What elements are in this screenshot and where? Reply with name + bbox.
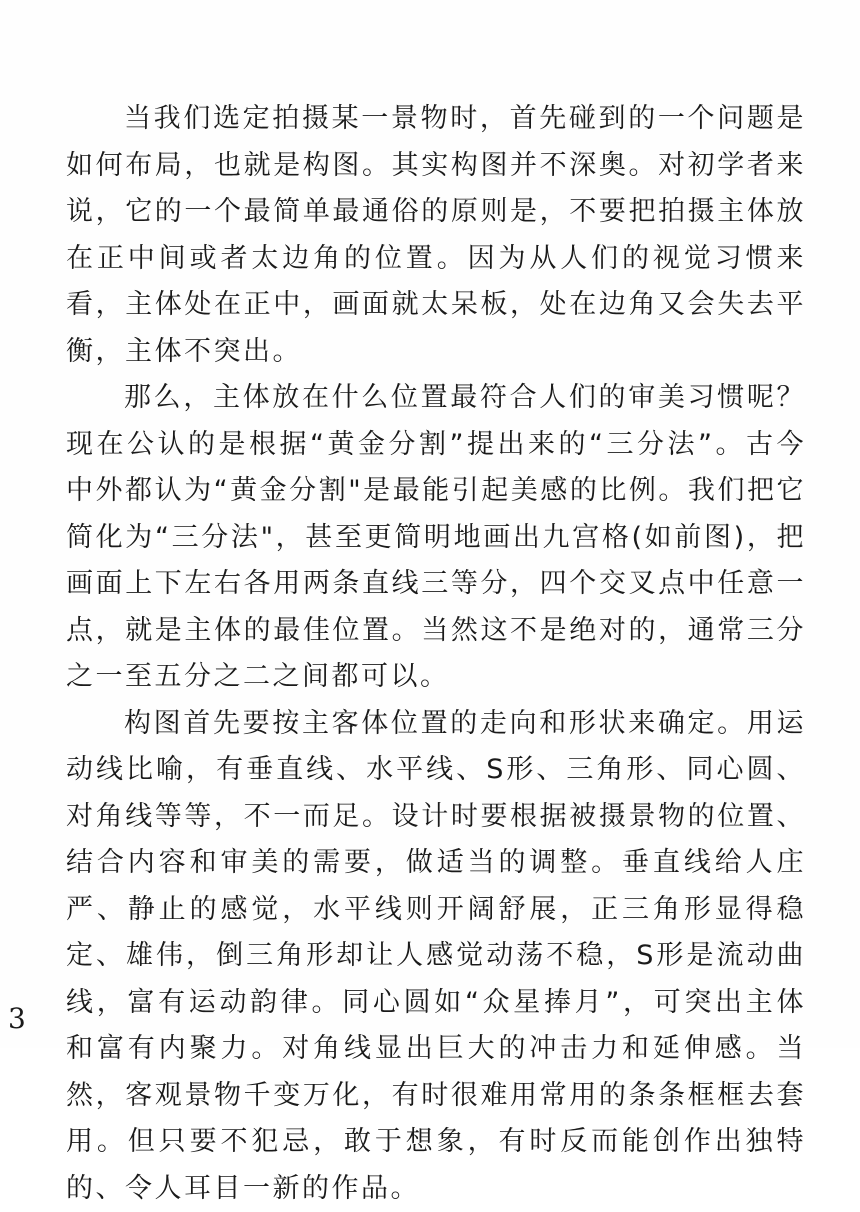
body-text [66, 96, 806, 1212]
page-number: 3 [8, 1002, 26, 1035]
paragraph-1: 当我们选定拍摄某一景物时，首先碰到的一个问题是如何布局，也就是构图。其实构图并不深奥。对初学者来说，它的一个最简单最通俗的原则是，不要把拍摄主体放在正中间或者太边角的位置。因为从人们的视觉习惯来看，主体处在正中，画面就太呆板，处在边角又会失去平衡，主体不突出。 [66, 96, 806, 375]
paragraph-3: 构图首先要按主客体位置的走向和形状来确定。用运动线比喻，有垂直线、水平线、S形、三角形、同心圆、对角线等等，不一而足。设计时要根据被摄景物的位置、结合内容和审美的需要，做适当的调整。垂直线给人庄严、静止的感觉，水平线则开阔舒展，正三角形显得稳定、雄伟，倒三角形却让人感觉动荡不稳，S形是流动曲线，富有运动韵律。同心圆如“众星捧月”，可突出主体和富有内聚力。对角线显出巨大的冲击力和延伸感。当然，客观景物千变万化，有时很难用常用的条条框框去套用。但只要不犯忌，敢于想象，有时反而能创作出独特的、令人耳目一新的作品。 [66, 701, 806, 1212]
paragraph-2: 那么，主体放在什么位置最符合人们的审美习惯呢？现在公认的是根据“黄金分割”提出来的“三分法”。古今中外都认为“黄金分割"是最能引起美感的比例。我们把它简化为“三分法"，甚至更简明地画出九宫格(如前图)，把画面上下左右各用两条直线三等分，四个交叉点中任意一点，就是主体的最佳位置。当然这不是绝对的，通常三分之一至五分之二之间都可以。 [66, 375, 806, 701]
